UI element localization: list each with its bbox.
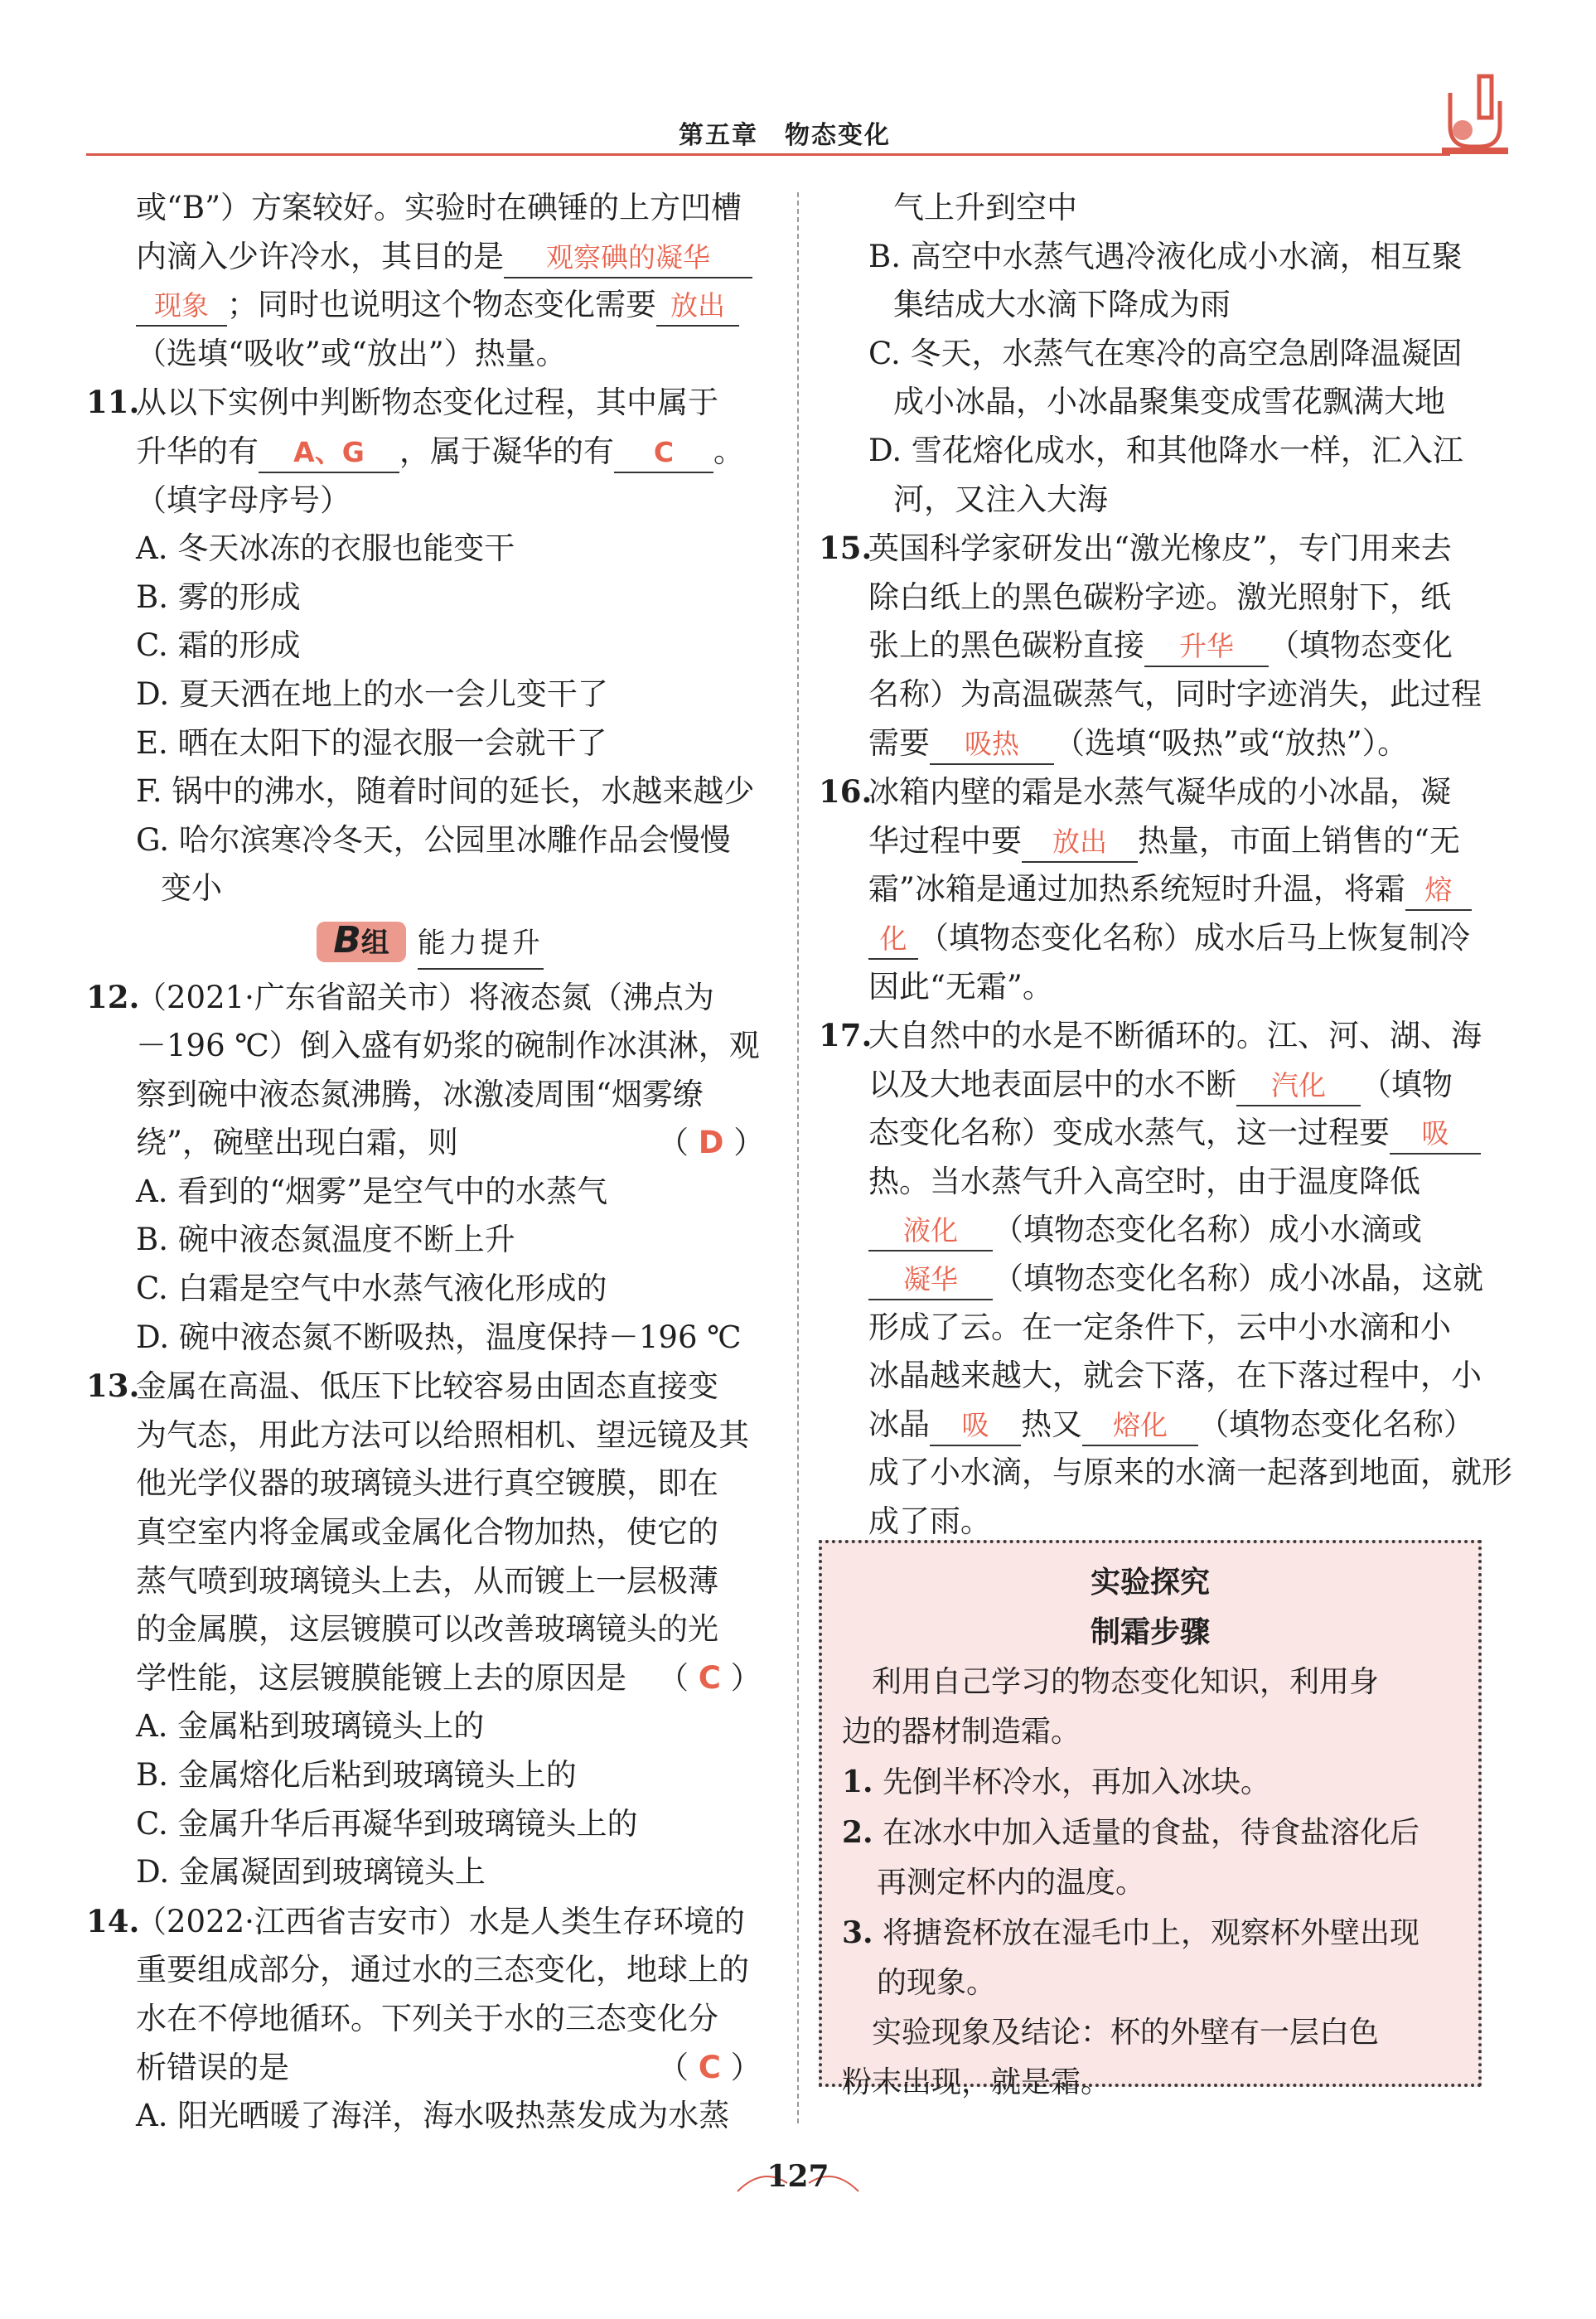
page-header <box>86 109 1483 156</box>
q17-answer2[interactable]: 吸 <box>1390 1115 1481 1155</box>
q16-line4: 化 （填物态变化名称）成水后马上恢复制冷 <box>819 914 1507 963</box>
experiment-intro: 利用自己学习的物态变化知识，利用身 <box>842 1665 1380 1699</box>
q12-answer[interactable]: D <box>698 1125 724 1161</box>
q14-option-a: A. 阳光晒暖了海洋，海水吸热蒸发成为水蒸 <box>136 2098 730 2134</box>
q11-option-f: F. 锅中的沸水，随着时间的延长，水越来越少 <box>136 773 755 810</box>
q11-option-d: D. 夏天洒在地上的水一会儿变干了 <box>136 675 608 712</box>
q17-line9: 冰晶 吸 热又 熔化 （填物态变化名称） <box>819 1401 1507 1450</box>
q17-line7: 形成了云。在一定条件下，云中小水滴和小 <box>868 1309 1451 1345</box>
q14-line2: 重要组成部分，通过水的三态变化，地球上的 <box>136 1952 749 1988</box>
q13-option-b: B. 金属熔化后粘到玻璃镜头上的 <box>136 1757 577 1793</box>
q12-line2: －196 ℃）倒入盛有奶浆的碗制作冰淇淋，观 <box>136 1028 760 1064</box>
q11-option-e: E. 晒在太阳下的湿衣服一会就干了 <box>136 724 607 761</box>
q11-line1: 11.从以下实例中判断物态变化过程，其中属于 <box>86 384 718 421</box>
q13-answer[interactable]: C <box>698 1659 721 1696</box>
q14-line4: 析错误的是 （ C ） <box>86 2044 774 2093</box>
q10-line3: 现象 ；同时也说明这个物态变化需要 放出 <box>86 281 774 330</box>
q17-line11: 成了雨。 <box>868 1503 991 1540</box>
q17-answer1[interactable]: 汽化 <box>1236 1067 1361 1106</box>
q11-option-b: B. 雾的形成 <box>136 579 301 615</box>
q11-answer-deposition[interactable]: C <box>614 433 713 473</box>
q15-answer2[interactable]: 吸热 <box>930 725 1054 765</box>
right-column <box>819 184 1512 1547</box>
column-divider <box>797 192 799 2123</box>
q17-line2: 以及大地表面层中的水不断 汽化 （填物 <box>819 1061 1507 1110</box>
q16-answer2[interactable]: 熔 <box>1405 871 1472 911</box>
q11-option-c: C. 霜的形成 <box>136 627 301 664</box>
q11-option-a: A. 冬天冰冻的衣服也能变干 <box>136 530 515 567</box>
q14-answer[interactable]: C <box>698 2049 721 2085</box>
q11-option-g: G. 哈尔滨寒冷冬天，公园里冰雕作品会慢慢 <box>136 821 731 858</box>
experiment-step-2: 2. 在冰水中加入适量的食盐，待食盐溶化后 <box>842 1815 1420 1850</box>
q17-line6: 凝华 （填物态变化名称）成小冰晶，这就 <box>819 1255 1507 1304</box>
lab-equipment-icon <box>1434 68 1516 159</box>
experiment-step-1: 1. 先倒半杯冷水，再加入冰块。 <box>842 1765 1271 1799</box>
q14-option-c-cont: 成小冰晶，小冰晶聚集变成雪花飘满大地 <box>893 384 1445 420</box>
q15-answer1[interactable]: 升华 <box>1144 627 1269 667</box>
q17-answer3[interactable]: 液化 <box>868 1212 993 1251</box>
chapter-title: 第五章 物态变化 <box>679 121 891 150</box>
q15-line1: 15.英国科学家研发出“激光橡皮”，专门用来去 <box>819 530 1452 567</box>
q14-option-c: C. 冬天，水蒸气在寒冷的高空急剧降温凝固 <box>868 335 1463 371</box>
q14-line3: 水在不停地循环。下列关于水的三态变化分 <box>136 2000 718 2036</box>
q13-option-d: D. 金属凝固到玻璃镜头上 <box>136 1854 486 1891</box>
q17-answer5[interactable]: 吸 <box>930 1406 1021 1446</box>
experiment-subtitle: 制霜步骤 <box>1090 1615 1210 1649</box>
q12-option-b: B. 碗中液态氮温度不断上升 <box>136 1222 515 1258</box>
q13-line2: 为气态，用此方法可以给照相机、望远镜及其 <box>136 1416 749 1453</box>
q12-option-d: D. 碗中液态氮不断吸热，温度保持－196 ℃ <box>136 1319 742 1355</box>
q12-option-c: C. 白霜是空气中水蒸气液化形成的 <box>136 1271 607 1307</box>
q14-answer-bracket: （ C ） <box>658 2049 762 2085</box>
q10-line1: 或“B”）方案较好。实验时在碘锤的上方凹槽 <box>136 190 742 225</box>
experiment-conclusion: 实验现象及结论：杯的外壁有一层白色 <box>842 2016 1380 2050</box>
q15-line2: 除白纸上的黑色碳粉字迹。激光照射下，纸 <box>868 579 1451 615</box>
q14-option-b-cont: 集结成大水滴下降成为雨 <box>893 287 1231 323</box>
q13-answer-bracket: （ C ） <box>658 1659 762 1696</box>
q16-line2: 华过程中要 放出 热量，市面上销售的“无 <box>819 817 1507 866</box>
q11-option-g-cont: 变小 <box>161 870 222 907</box>
experiment-intro-cont: 边的器材制造霜。 <box>842 1715 1081 1749</box>
q15-line4: 名称）为高温碳蒸气，同时字迹消失，此过程 <box>868 675 1482 712</box>
q12-line1: 12.（2021·广东省韶关市）将液态氮（沸点为 <box>86 978 714 1015</box>
q13-line3: 他光学仪器的玻璃镜头进行真空镀膜，即在 <box>136 1465 718 1502</box>
q12-option-a: A. 看到的“烟雾”是空气中的水蒸气 <box>136 1173 608 1209</box>
q17-line4: 热。当水蒸气升入高空时，由于温度降低 <box>868 1163 1420 1199</box>
experiment-step-2-cont: 再测定杯内的温度。 <box>877 1866 1146 1900</box>
q14-option-b: B. 高空中水蒸气遇冷液化成小水滴，相互聚 <box>868 238 1463 274</box>
q16-line3: 霜”冰箱是通过加热系统短时升温，将霜 熔 <box>819 865 1507 914</box>
experiment-conclusion-cont: 粉末出现，就是霜。 <box>842 2065 1111 2099</box>
q16-line5: 因此“无霜”。 <box>868 968 1053 1005</box>
header-rule <box>86 153 1450 156</box>
q14-option-d-cont: 河，又注入大海 <box>893 481 1108 517</box>
q13-line1: 13.金属在高温、低压下比较容易由固态直接变 <box>86 1368 718 1405</box>
q17-line10: 成了小水滴，与原来的水滴一起落到地面，就形 <box>868 1455 1512 1491</box>
q13-line6: 的金属膜，这层镀膜可以改善玻璃镜头的光 <box>136 1611 718 1648</box>
q16-answer1[interactable]: 放出 <box>1022 823 1138 863</box>
q17-line8: 冰晶越来越大，就会下落，在下落过程中，小 <box>868 1358 1482 1394</box>
q16-line1: 16.冰箱内壁的霜是水蒸气凝华成的小冰晶，凝 <box>819 773 1451 811</box>
q14-option-d: D. 雪花熔化成水，和其他降水一样，汇入江 <box>868 432 1463 468</box>
q11-line2: 升华的有 A、G ，属于凝华的有 C 。 <box>86 428 774 477</box>
q12-line4: 绕”，碗壁出现白霜，则 （ D ） <box>86 1119 774 1168</box>
q13-option-a: A. 金属粘到玻璃镜头上的 <box>136 1708 485 1745</box>
experiment-box <box>819 1540 1482 2099</box>
q10-answer1-cont[interactable]: 现象 <box>136 287 227 327</box>
q13-line4: 真空室内将金属或金属化合物加热，使它的 <box>136 1514 718 1551</box>
group-b-heading <box>86 918 774 970</box>
q11-line3: （填字母序号） <box>136 482 351 518</box>
group-b-title: 能力提升 <box>418 919 544 970</box>
q12-answer-bracket: （ D ） <box>658 1125 765 1161</box>
q17-answer4[interactable]: 凝华 <box>868 1261 993 1300</box>
q10-line4: （选填“吸收”或“放出”）热量。 <box>136 335 567 371</box>
left-column <box>86 184 774 2141</box>
group-b-badge: B组 <box>317 922 406 962</box>
q14-line1: 14.（2022·江西省吉安市）水是人类生存环境的 <box>86 1902 745 1939</box>
q17-line3: 态变化名称）变成水蒸气，这一过程要 吸 <box>819 1109 1507 1158</box>
q16-answer2-cont[interactable]: 化 <box>868 920 918 960</box>
q17-line1: 17.大自然中的水是不断循环的。江、河、湖、海 <box>819 1017 1482 1054</box>
q10-line2: 内滴入少许冷水，其目的是 观察碘的凝华 <box>86 233 774 282</box>
q17-line5: 液化 （填物态变化名称）成小水滴或 <box>819 1206 1507 1255</box>
q13-option-c: C. 金属升华后再凝华到玻璃镜头上的 <box>136 1805 638 1842</box>
q13-line7: 学性能，这层镀膜能镀上去的原因是 （ C ） <box>86 1654 774 1703</box>
experiment-title: 实验探究 <box>1090 1566 1210 1600</box>
q15-line3: 张上的黑色碳粉直接 升华 （填物态变化 <box>819 622 1507 671</box>
q17-answer6[interactable]: 熔化 <box>1082 1406 1198 1446</box>
experiment-step-3-cont: 的现象。 <box>877 1966 997 2000</box>
page-number: 127 <box>767 2159 829 2194</box>
q10-answer1[interactable]: 观察碘的凝华 <box>504 239 752 278</box>
q14-option-a-cont: 气上升到空中 <box>893 190 1077 225</box>
q15-line5: 需要 吸热 （选填“吸热”或“放热”）。 <box>819 719 1507 768</box>
q10-answer2[interactable]: 放出 <box>656 287 739 327</box>
q11-answer-sublimation[interactable]: A、G <box>259 433 399 473</box>
experiment-step-3: 3. 将搪瓷杯放在湿毛巾上，观察杯外壁出现 <box>842 1915 1420 1950</box>
q12-line3: 察到碗中液态氮沸腾，冰激凌周围“烟雾缭 <box>136 1076 704 1112</box>
q13-line5: 蒸气喷到玻璃镜头上去，从而镀上一层极薄 <box>136 1562 718 1599</box>
